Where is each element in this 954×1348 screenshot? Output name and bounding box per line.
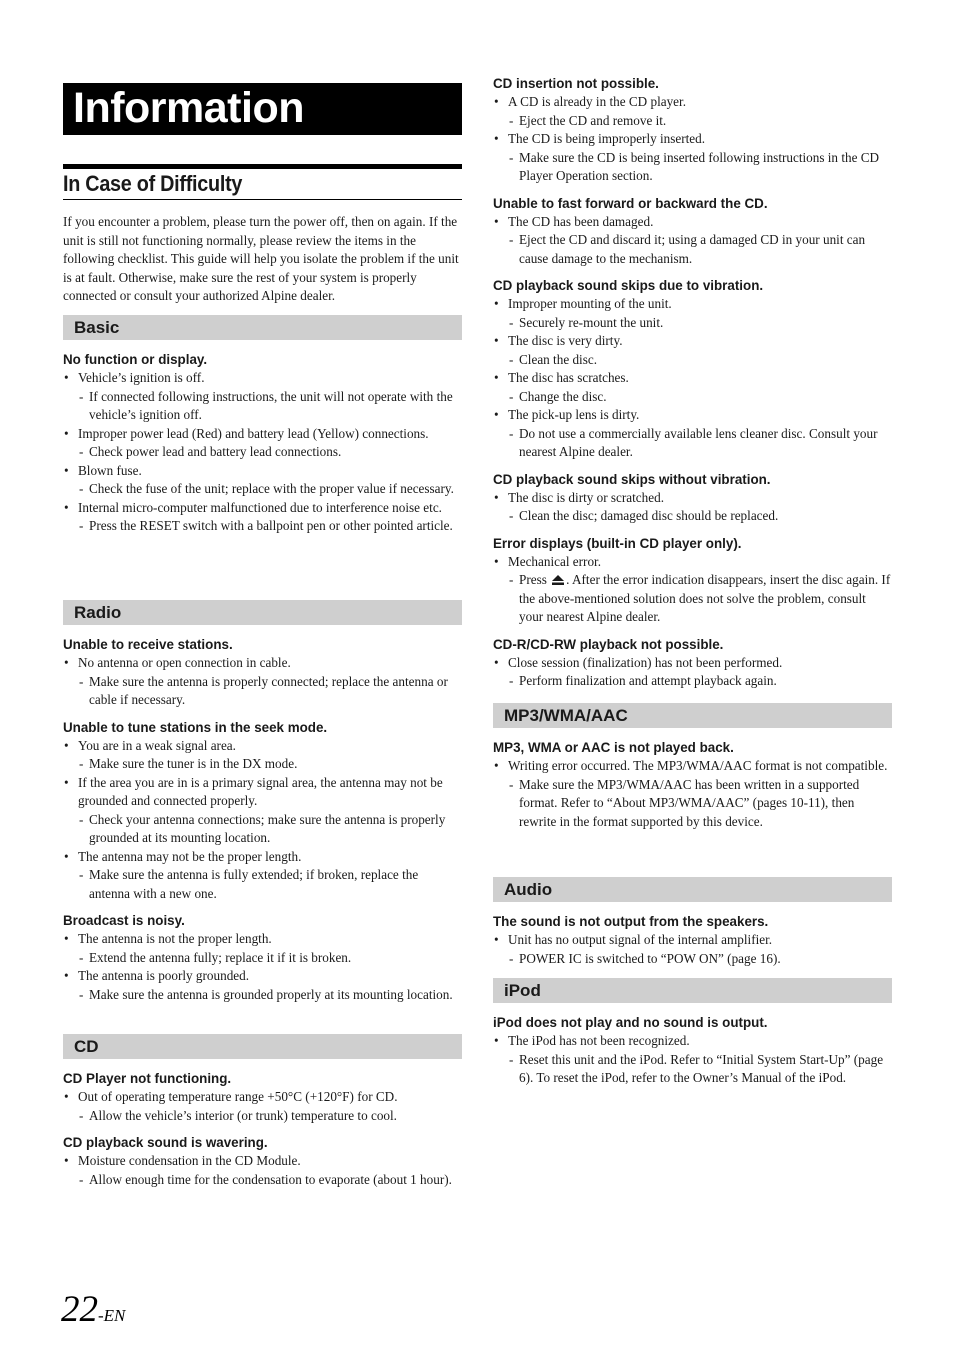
cause-item: • Writing error occurred. The MP3/WMA/AAC format is not compatible. xyxy=(493,757,892,776)
remedy-item: - Make sure the MP3/WMA/AAC has been written in a supported format. Refer to “About MP3/WMA/AAC” (pages 10-11), then rewrite in the format supported by this device. xyxy=(493,776,892,832)
remedy-item: - Eject the CD and remove it. xyxy=(493,112,892,131)
remedy-item: - Check the fuse of the unit; replace with the proper value if necessary. xyxy=(63,480,462,499)
issue-title: Error displays (built-in CD player only). xyxy=(493,535,742,551)
ipod-section xyxy=(493,978,892,1088)
cause-item: • No antenna or open connection in cable. xyxy=(63,654,462,673)
cause-item: • Close session (finalization) has not been performed. xyxy=(493,654,892,673)
eject-icon xyxy=(552,575,564,585)
cause-item: • The disc is very dirty. xyxy=(493,332,892,351)
remedy-item: - Allow the vehicle’s interior (or trunk) temperature to cool. xyxy=(63,1107,462,1126)
issue-title: Broadcast is noisy. xyxy=(63,913,185,928)
cause-item: • Mechanical error. xyxy=(493,553,892,572)
issue-title: CD-R/CD-RW playback not possible. xyxy=(493,636,724,652)
page-number xyxy=(61,1285,125,1341)
remedy-item xyxy=(493,571,892,627)
remedy-text-pre: Press xyxy=(519,572,547,587)
cd-section xyxy=(63,1034,462,1189)
remedy-item: - Change the disc. xyxy=(493,388,892,407)
cause-item: • The antenna is poorly grounded. xyxy=(63,967,462,986)
cause-item: • The antenna may not be the proper length. xyxy=(63,848,462,867)
remedy-item: - Press the RESET switch with a ballpoint pen or other pointed article. xyxy=(63,517,462,536)
page-title: Information xyxy=(63,83,462,135)
audio-section xyxy=(493,877,892,968)
issue-title: The sound is not output from the speakers. xyxy=(493,914,769,929)
section-heading-ipod: iPod xyxy=(493,978,892,1003)
mp3-section xyxy=(493,703,892,831)
cause-item: • Internal micro-computer malfunctioned due to interference noise etc. xyxy=(63,499,462,518)
issue-title: No function or display. xyxy=(63,352,208,367)
issue-title: CD playback sound skips due to vibration. xyxy=(493,278,764,293)
remedy-item: - Make sure the antenna is fully extended; if broken, replace the antenna with a new one. xyxy=(63,866,462,903)
remedy-item: - Eject the CD and discard it; using a damaged CD in your unit can cause damage to the mechanism. xyxy=(493,231,892,268)
cause-item: • Improper power lead (Red) and battery lead (Yellow) connections. xyxy=(63,425,462,444)
cd-section-continued xyxy=(493,75,892,691)
cause-item: • Vehicle’s ignition is off. xyxy=(63,369,462,388)
cause-item: • The antenna is not the proper length. xyxy=(63,930,462,949)
section-heading-audio: Audio xyxy=(493,877,892,902)
issue-title: CD playback sound is wavering. xyxy=(63,1135,268,1150)
remedy-item: - Allow enough time for the condensation to evaporate (about 1 hour). xyxy=(63,1171,462,1190)
radio-section xyxy=(63,600,462,1004)
cause-item: • If the area you are in is a primary signal area, the antenna may not be grounded and connected properly. xyxy=(63,774,462,811)
cause-item: • The CD has been damaged. xyxy=(493,213,892,232)
cause-item: • The disc has scratches. xyxy=(493,369,892,388)
remedy-item: - Securely re-mount the unit. xyxy=(493,314,892,333)
issue-title: CD playback sound skips without vibration. xyxy=(493,471,771,487)
remedy-item: - Perform finalization and attempt playback again. xyxy=(493,672,892,691)
remedy-text-post: . After the error indication disappears, insert the disc again. If the above-mentioned solution does not solve the problem, consult your nearest Alpine dealer. xyxy=(519,572,891,624)
section-title-text: In Case of Difficulty xyxy=(63,171,243,196)
remedy-item: - Reset this unit and the iPod. Refer to “Initial System Start-Up” (page 6). To reset the iPod, refer to the Owner’s Manual of the iPod. xyxy=(493,1051,892,1088)
page-number-value: 22 xyxy=(61,1289,98,1330)
cause-item: • You are in a weak signal area. xyxy=(63,737,462,756)
cause-item: • Blown fuse. xyxy=(63,462,462,481)
cause-item: • Improper mounting of the unit. xyxy=(493,295,892,314)
cause-item: • Unit has no output signal of the internal amplifier. xyxy=(493,931,892,950)
remedy-item: - Make sure the antenna is properly connected; replace the antenna or cable if necessary. xyxy=(63,673,462,710)
remedy-item: - If connected following instructions, the unit will not operate with the vehicle’s ignition off. xyxy=(63,388,462,425)
basic-section xyxy=(63,315,462,536)
issue-title: iPod does not play and no sound is output. xyxy=(493,1015,768,1030)
issue-title: Unable to fast forward or backward the CD. xyxy=(493,195,768,211)
remedy-item: - Check power lead and battery lead connections. xyxy=(63,443,462,462)
remedy-item: - Extend the antenna fully; replace it if it is broken. xyxy=(63,949,462,968)
remedy-item: - Do not use a commercially available lens cleaner disc. Consult your nearest Alpine dealer. xyxy=(493,425,892,462)
issue-title: CD Player not functioning. xyxy=(63,1071,232,1086)
page-number-suffix: -EN xyxy=(98,1306,126,1325)
remedy-item: - Make sure the tuner is in the DX mode. xyxy=(63,755,462,774)
cause-item: • The CD is being improperly inserted. xyxy=(493,130,892,149)
section-heading-mp3: MP3/WMA/AAC xyxy=(493,703,892,728)
remedy-item: - POWER IC is switched to “POW ON” (page 16). xyxy=(493,950,892,969)
section-heading-radio: Radio xyxy=(63,600,462,625)
section-heading-basic: Basic xyxy=(63,315,462,340)
remedy-item: - Clean the disc. xyxy=(493,351,892,370)
remedy-item: - Make sure the CD is being inserted following instructions in the CD Player Operation section. xyxy=(493,149,892,186)
intro-paragraph: If you encounter a problem, please turn the power off, then on again. If the unit is still not functioning normally, please review the items in the following checklist. This guide will help you isolate the problem if the unit is at fault. Otherwise, make sure the rest of your system is properly connected or consult your authorized Alpine dealer. xyxy=(63,214,459,304)
cause-item: • Out of operating temperature range +50°C (+120°F) for CD. xyxy=(63,1088,462,1107)
remedy-item: - Clean the disc; damaged disc should be replaced. xyxy=(493,507,892,526)
cause-item: • Moisture condensation in the CD Module. xyxy=(63,1152,462,1171)
issue-title: Unable to tune stations in the seek mode. xyxy=(63,719,328,735)
section-title xyxy=(63,164,462,200)
remedy-item: - Check your antenna connections; make sure the antenna is properly grounded at its mounting location. xyxy=(63,811,462,848)
cause-item: • The pick-up lens is dirty. xyxy=(493,406,892,425)
cause-item: • The disc is dirty or scratched. xyxy=(493,489,892,508)
issue-title: Unable to receive stations. xyxy=(63,637,233,652)
cause-item: • A CD is already in the CD player. xyxy=(493,93,892,112)
section-heading-cd: CD xyxy=(63,1034,462,1059)
issue-title: MP3, WMA or AAC is not played back. xyxy=(493,740,734,755)
issue-title: CD insertion not possible. xyxy=(493,76,659,91)
remedy-item: - Make sure the antenna is grounded properly at its mounting location. xyxy=(63,986,462,1005)
cause-item: • The iPod has not been recognized. xyxy=(493,1032,892,1051)
